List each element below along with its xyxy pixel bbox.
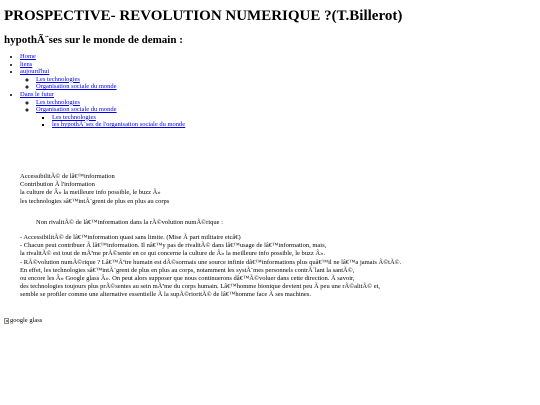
- nav-item-futur-org-hypotheses: [52, 121, 185, 129]
- analysis-line: des technologies toujours plus prÃ©sentes au sein mÃªme du corps humain. Lâ€™homme bionique devient peu Ã peu une rÃ©alitÃ© et,: [20, 283, 381, 291]
- nav-link-aujourdhui-organisation[interactable]: Organisation sociale du monde: [36, 83, 117, 91]
- nav-sublist-aujourdhui: [20, 76, 185, 91]
- nav-link-liens[interactable]: liens: [20, 60, 33, 68]
- summary-line: les technologies sâ€™intÃ¨grent de plus en plus au corps: [20, 197, 170, 205]
- nav-item-futur: [20, 91, 185, 129]
- analysis-line: - AccessibilitÃ© de lâ€™information quasi sans limite. (Mise Ã part militaire etcâ€): [20, 234, 241, 241]
- analysis-line: ou encore les Â» Google glass Â». On peut alors supposer que nous continuerons dâ€™Ã©voluer dans cette direction. Ã savoir,: [20, 275, 355, 283]
- nav-item-aujourdhui-technologies: [36, 76, 185, 84]
- nav-link-aujourdhui[interactable]: aujourd'hui: [20, 68, 50, 76]
- nav-item-futur-organisation: [36, 106, 185, 129]
- summary-line: la culture de Â» la meilleure info possible, le buzz Â»: [20, 189, 161, 197]
- nav-item-aujourdhui: [20, 68, 185, 91]
- broken-image-icon: [4, 318, 9, 324]
- analysis-line: semble se profiler comme une alternative essentielle Ã la supÃ©rioritÃ© de lâ€™homme face Ã ses machines.: [20, 291, 311, 299]
- nav-list: [0, 53, 185, 129]
- nav-link-futur-organisation[interactable]: Organisation sociale du monde: [36, 106, 117, 114]
- nav-link-home[interactable]: Home: [20, 53, 36, 60]
- page-subtitle: hypothÃ¨ses sur le monde de demain :: [4, 34, 183, 46]
- summary-line: Contribution Ã l'information: [20, 181, 95, 189]
- nav-item-liens: [20, 61, 185, 69]
- nav-link-futur[interactable]: Dans le futur: [20, 90, 54, 98]
- nav-link-futur-org-technologies[interactable]: Les technologies: [52, 113, 96, 121]
- nav-link-futur-technologies[interactable]: Les technologies: [36, 98, 80, 106]
- nav-link-aujourdhui-technologies[interactable]: Les technologies: [36, 75, 80, 83]
- nav-item-home: [20, 53, 185, 61]
- page-title: PROSPECTIVE- REVOLUTION NUMERIQUE ?(T.Billerot): [4, 8, 403, 24]
- analysis-line: - RÃ©volution numÃ©rique ? Lâ€™Ãªtre humain est dÃ©sormais une source infinie dâ€™informations plus quâ€™il ne lâ€™a jamais Ã©tÃ©.: [20, 258, 402, 266]
- google-glass-image: [4, 317, 42, 324]
- analysis-text: [20, 234, 401, 300]
- nav-link-futur-org-hypotheses[interactable]: les hypothÃ¨ses de l'organisation sociale du monde: [52, 121, 186, 129]
- image-alt-text: google glass: [10, 317, 43, 324]
- nav-item-futur-technologies: [36, 99, 185, 107]
- section-heading: Non rivalitÃ© de lâ€™information dans la rÃ©volution numÃ©rique :: [36, 219, 223, 226]
- site-navigation: [0, 53, 185, 129]
- summary-line: AccessibilitÃ© de lâ€™information: [20, 173, 115, 180]
- nav-item-aujourdhui-organisation: [36, 83, 185, 91]
- nav-sublist-futur: [20, 99, 185, 129]
- analysis-line: - Chacun peut contribuer Ã lâ€™information. Il nâ€™y pas de rivalitÃ© dans lâ€™usage de lâ€™information, mais,: [20, 242, 327, 250]
- nav-sublist-futur-organisation: [36, 114, 185, 129]
- analysis-line: la rivalitÃ© est tout de mÃªme prÃ©sente en ce qui concerne la culture de Â» la meilleure info possible, le buzz Â».: [20, 250, 325, 258]
- accessibility-summary: [20, 173, 169, 206]
- analysis-line: En effet, les technologies sâ€™intÃ¨grent de plus en plus au corps, notamment les systÃ¨mes personnels contrÃ´lant la santÃ©,: [20, 266, 355, 274]
